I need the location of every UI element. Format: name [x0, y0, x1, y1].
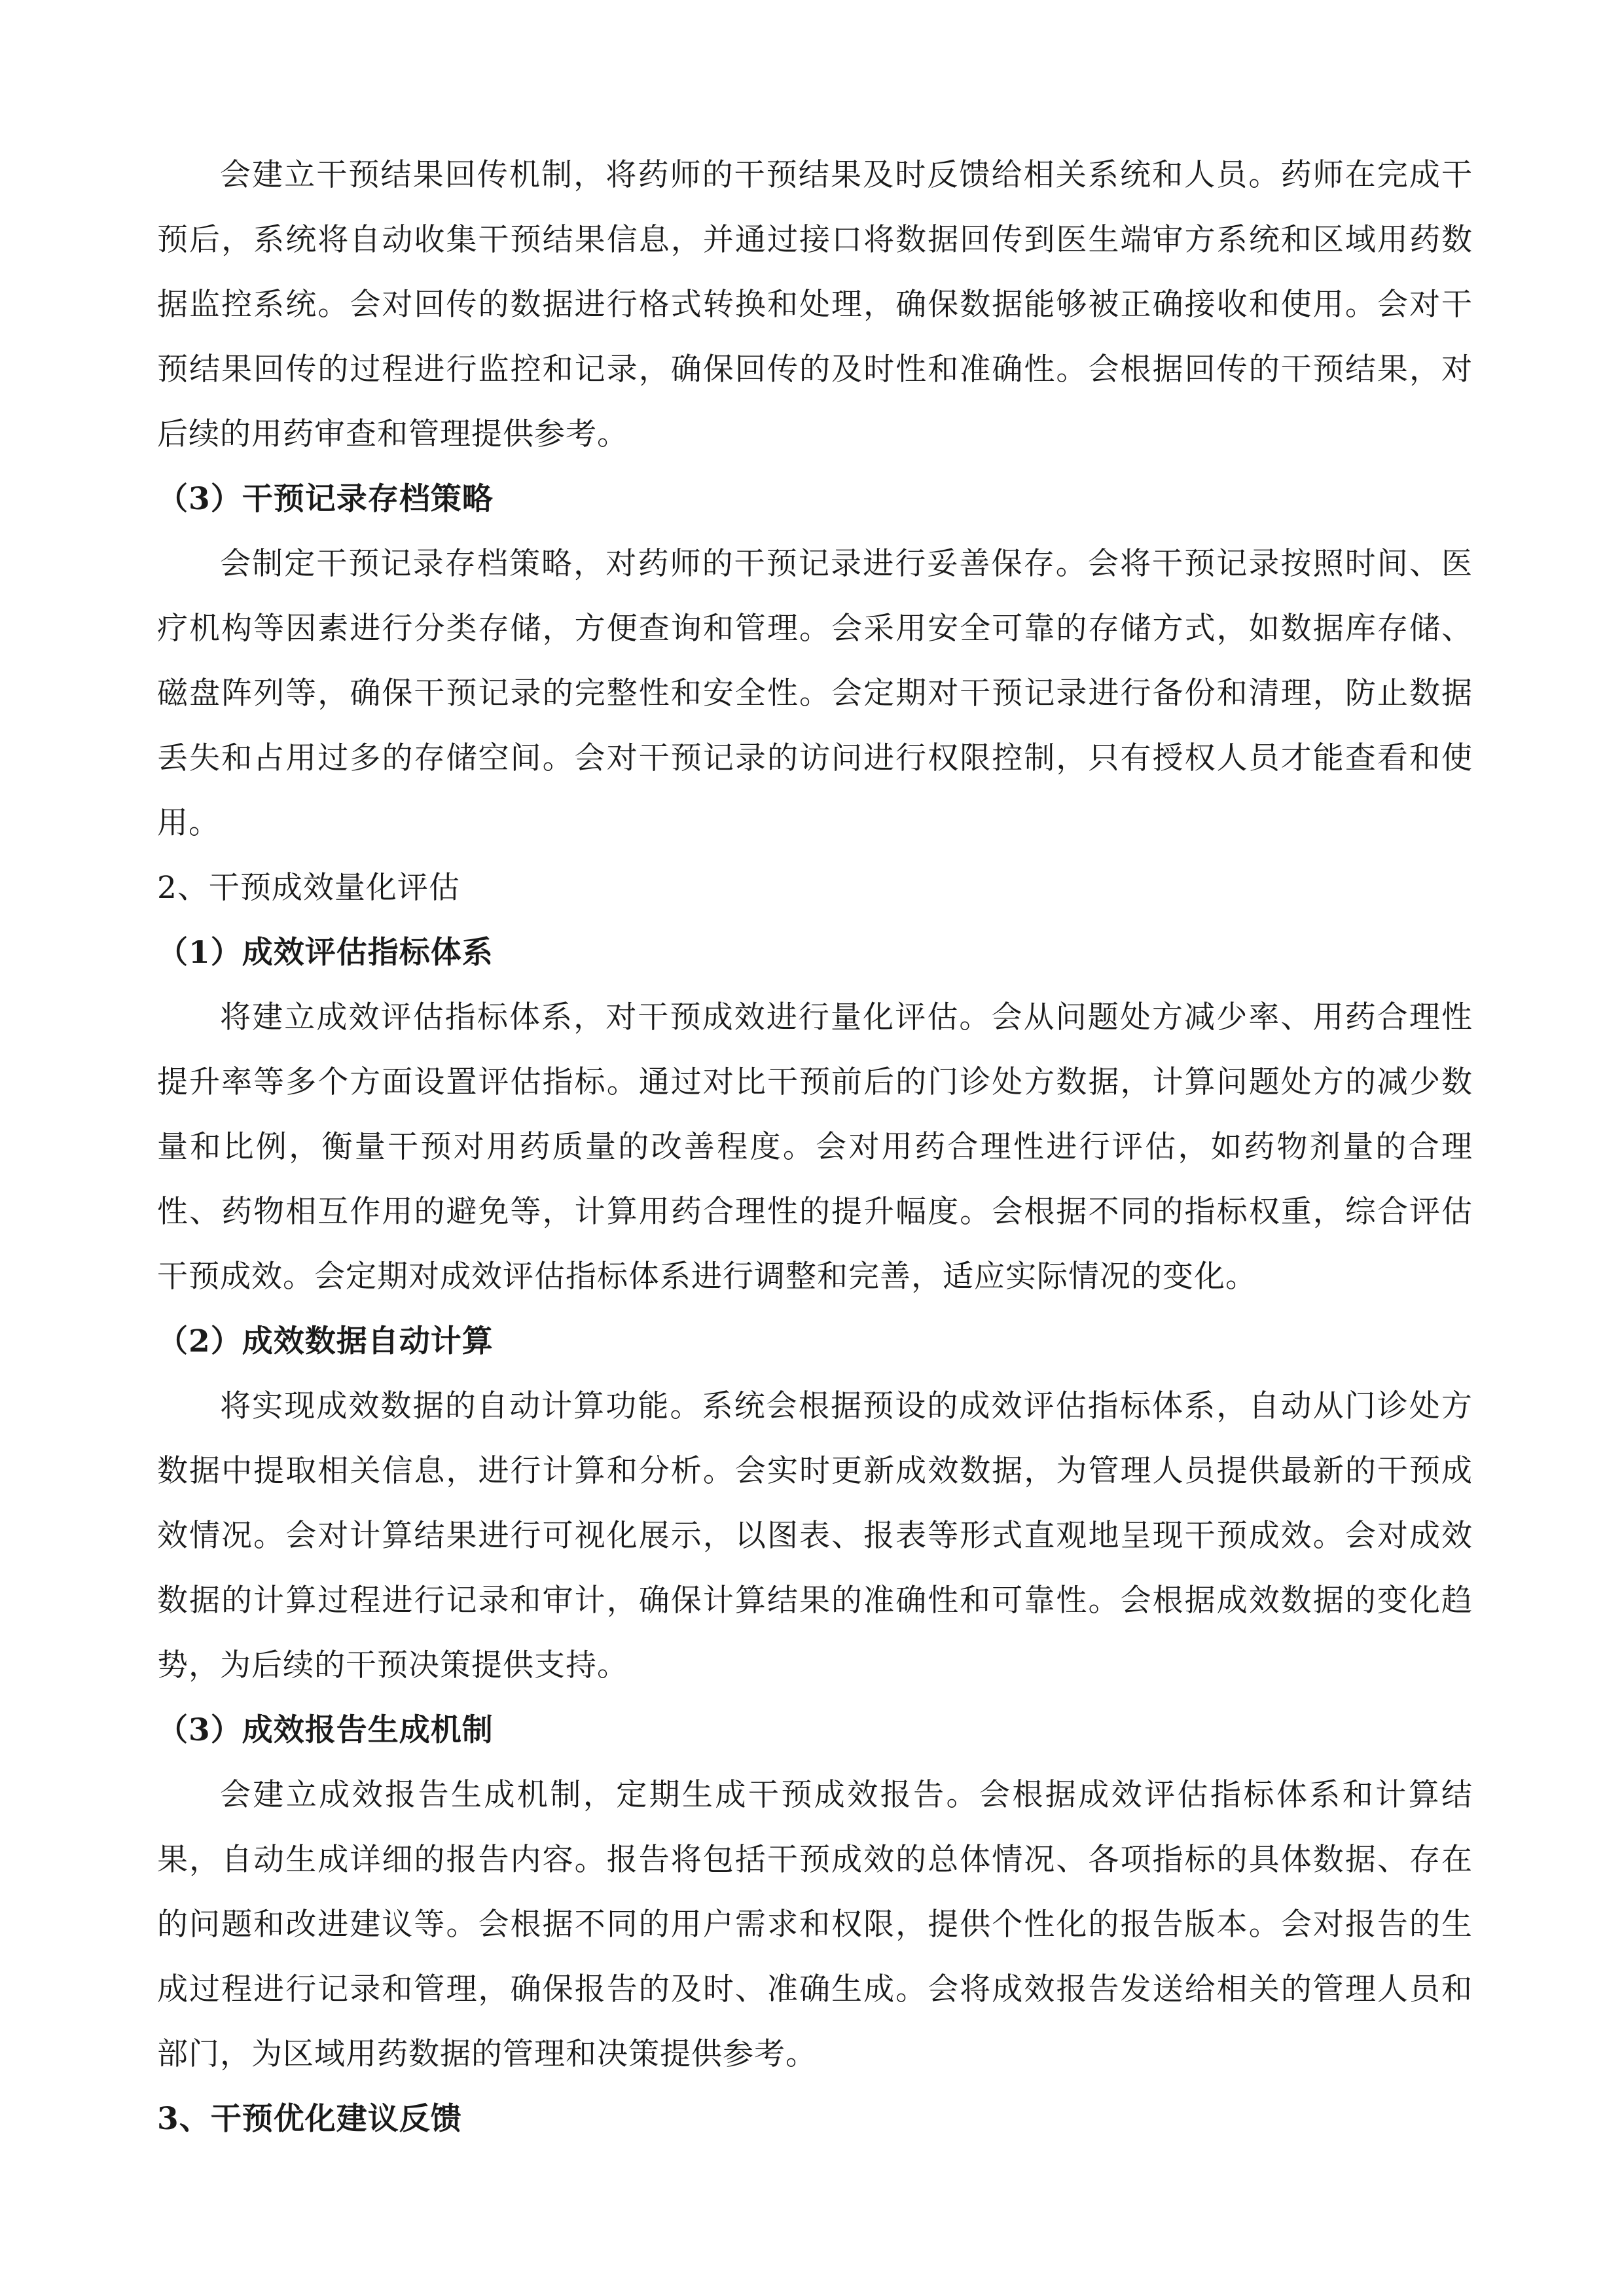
- heading-optimization-feedback: 3、干预优化建议反馈: [157, 2101, 462, 2137]
- heading-quantitative-evaluation: 2、干预成效量化评估: [157, 870, 460, 906]
- paragraph-report-generation: 会建立成效报告生成机制，定期生成干预成效报告。会根据成效评估指标体系和计算结果，自动生成详细的报告内容。报告将包括干预成效的总体情况、各项指标的具体数据、存在的问题和改进建议等。会根据不同的用户需求和权限，提供个性化的报告版本。会对报告的生成过程进行记录和管理，确保报告的及时、准确生成。会将成效报告发送给相关的管理人员和部门，为区域用药数据的管理和决策提供参考。: [157, 1777, 1473, 2072]
- paragraph-indicator-system: 将建立成效评估指标体系，对干预成效进行量化评估。会从问题处方减少率、用药合理性提升率等多个方面设置评估指标。通过对比干预前后的门诊处方数据，计算问题处方的减少数量和比例，衡量干预对用药质量的改善程度。会对用药合理性进行评估，如药物剂量的合理性、药物相互作用的避免等，计算用药合理性的提升幅度。会根据不同的指标权重，综合评估干预成效。会定期对成效评估指标体系进行调整和完善，适应实际情况的变化。: [157, 999, 1473, 1295]
- subheading-indicator-system: （1）成效评估指标体系: [157, 935, 494, 971]
- subheading-record-archive: （3）干预记录存档策略: [157, 481, 494, 517]
- document-body: [157, 143, 1473, 2151]
- subheading-auto-calculation: （2）成效数据自动计算: [157, 1323, 494, 1359]
- subheading-report-generation: （3）成效报告生成机制: [157, 1712, 494, 1748]
- paragraph-record-archive: 会制定干预记录存档策略，对药师的干预记录进行妥善保存。会将干预记录按照时间、医疗机构等因素进行分类存储，方便查询和管理。会采用安全可靠的存储方式，如数据库存储、磁盘阵列等，确保干预记录的完整性和安全性。会定期对干预记录进行备份和清理，防止数据丢失和占用过多的存储空间。会对干预记录的访问进行权限控制，只有授权人员才能查看和使用。: [157, 546, 1473, 841]
- paragraph-result-feedback: 会建立干预结果回传机制，将药师的干预结果及时反馈给相关系统和人员。药师在完成干预后，系统将自动收集干预结果信息，并通过接口将数据回传到医生端审方系统和区域用药数据监控系统。会对回传的数据进行格式转换和处理，确保数据能够被正确接收和使用。会对干预结果回传的过程进行监控和记录，确保回传的及时性和准确性。会根据回传的干预结果，对后续的用药审查和管理提供参考。: [157, 157, 1473, 452]
- paragraph-auto-calculation: 将实现成效数据的自动计算功能。系统会根据预设的成效评估指标体系，自动从门诊处方数据中提取相关信息，进行计算和分析。会实时更新成效数据，为管理人员提供最新的干预成效情况。会对计算结果进行可视化展示，以图表、报表等形式直观地呈现干预成效。会对成效数据的计算过程进行记录和审计，确保计算结果的准确性和可靠性。会根据成效数据的变化趋势，为后续的干预决策提供支持。: [157, 1388, 1473, 1683]
